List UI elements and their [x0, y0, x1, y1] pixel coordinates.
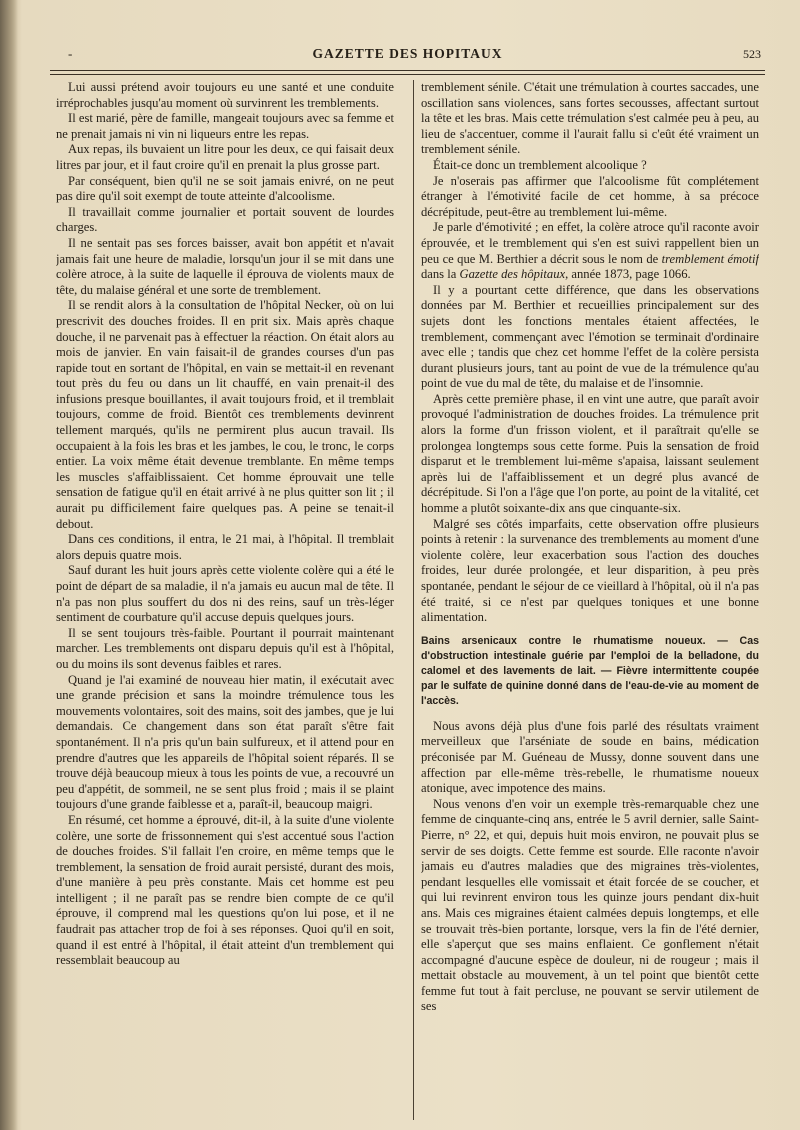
text-span: dans la	[421, 267, 460, 282]
binding-shadow	[0, 0, 18, 1130]
column-divider	[413, 80, 414, 1120]
paragraph: Il est marié, père de famille, mangeait toujours avec sa femme et ne prenait jamais ni vin ni liqueurs entre les repas.	[56, 111, 394, 141]
italic-journal: Gazette des hôpitaux	[459, 267, 566, 282]
paragraph: Sauf durant les huit jours après cette violente colère qui a été le point de départ de sa maladie, il n'a jamais eu aucun mal de tête. Il n'a pas non plus souffert du dos ni des reins, sauf un très-léger sentiment de courbature qu'il accuse depuis quelques jours.	[56, 563, 394, 625]
paragraph: Il ne sentait pas ses forces baisser, avait bon appétit et n'avait jamais fait une heure de maladie, lorsqu'un jour il se mit dans une colère atroce, à la suite de laquelle il éprouva de violents maux de tête, du malaise général et une sorte de tremblement.	[56, 235, 394, 297]
page-header	[50, 40, 765, 70]
paragraph: Lui aussi prétend avoir toujours eu une santé et une conduite irréprochables jusqu'au moment où survinrent les tremblements.	[56, 80, 394, 110]
paragraph: Dans ces conditions, il entra, le 21 mai, à l'hôpital. Il tremblait alors depuis quatre mois.	[56, 532, 394, 562]
paragraph: En résumé, cet homme a éprouvé, dit-il, à la suite d'une violente colère, une sorte de frissonnement qui s'est accentué sous l'action de douches froides. S'il fallait l'en croire, en même temps que le tremblement, la sensation de froid aurait persisté, durant des mois, d'une manière à peu près constante. Mais cet homme est peu intelligent ; il ne paraît pas se rendre bien compte de ce qu'il éprouve, il comprend mal les questions qu'on lui pose, et il ne faudrait pas attacher trop de foi à ses réponses. Quoi qu'il en soit, quand il est entré à l'hôpital, il était atteint d'un tremblement qui ressemblait beaucoup au	[56, 812, 394, 968]
header-dash: -	[68, 46, 73, 61]
paragraph: Il se rendit alors à la consultation de l'hôpital Necker, où on lui prescrivit des douches froides. Il en prit six. Mais après chaque douche, il ne parvenait pas à effectuer la réaction. On était alors au mois de janvier. En vain faisait-il de grandes courses d'un pas rapide tout en sortant de l'hôpital, en vain se mettait-il en revenant tout près du feu ou dans un lit chauffé, en vain prenait-il des infusions presque bouillantes, il avait toujours froid, et il tremblait toujours, comme de froid. Bientôt ces tremblements devinrent tellement marqués, qu'ils ne permirent plus aucun travail. Ils occupaient à la fois les bras et les jambes, le cou, le tronc, le corps entier. La voix même était devenue tremblante. En même temps les muscles s'affaiblissaient. Cet homme éprouvait une telle sensation de fatigue qu'il en était arrivé à ne plus quitter son lit ; il aurait pu difficilement faire quelques pas. A peine se tenait-il debout.	[56, 298, 394, 531]
paragraph: Quand je l'ai examiné de nouveau hier matin, il exécutait avec une grande précision et sans la moindre trémulence tous les mouvements volontaires, soit des mains, soit des jambes, que je lui demandais. Ce changement dans son état paraît s'être fait spontanément. Il n'a pris qu'un bain sulfureux, et il attend pour en prendre d'autres que les appareils de l'hôpital soient réparés. Il se trouve déjà beaucoup mieux à tous les points de vue, a recouvré un peu d'appétit, de sommeil, ne se sent plus froid ; mais il se plaint toujours d'une grande faiblesse et a, paraît-il, beaucoup maigri.	[56, 672, 394, 812]
paragraph: Était-ce donc un tremblement alcoolique ?	[433, 157, 647, 172]
right-column	[421, 80, 759, 1125]
paragraph: Nous avons déjà plus d'une fois parlé des résultats vraiment merveilleux que l'arséniate de soude en bains, médication préconisée par M. Guéneau de Mussy, donne souvent dans une affection par elle-même très-rebelle, le rhumatisme noueux atonique, avec impotence des mains.	[421, 718, 759, 796]
header-rule-bottom	[50, 74, 765, 75]
italic-term: tremblement émotif	[661, 251, 759, 266]
text-span: Je parle d'émotivité ; en effet, la colère atroce qu'il raconte avoir éprouvée, et le tremblement qui s'en est suivi rappellent bien un peu ce que M. Berthier a décrit sous le nom de	[421, 220, 759, 266]
paragraph-emotif	[421, 220, 759, 282]
paragraph-continued: tremblement sénile. C'était une trémulation à courtes saccades, une oscillation sans violences, sans fortes secousses, affectant surtout la tête et les bras. Mais cette trémulation s'est calmée peu à peu, au lieu de s'accentuer, comme il l'aurait fallu si c'eût été vraiment un tremblement sénile.	[421, 80, 759, 157]
paragraph: Il travaillait comme journalier et portait souvent de lourdes charges.	[56, 204, 394, 235]
paragraph: Après cette première phase, il en vint une autre, que paraît avoir provoqué l'administration de douches froides. La trémulence prit alors la forme d'un frisson violent, et il paraîtrait qu'elle se prolongea longtemps sous cette forme. Puis la sensation de froid disparut et le tremblement lui-même s'apaisa, laissant seulement après lui de l'affaiblissement et un degré plus avancé de décrépitude. Si l'on a l'âge que l'on porte, au point de la vitalité, cet homme a plutôt soixante-dix ans que cinquante-six.	[421, 391, 759, 516]
paragraph: Il y a pourtant cette différence, que dans les observations données par M. Berthier et recueillies principalement sur des sujets dont les fonctions mentales étaient affectées, le tremblement, commençant avec l'émotion se terminait d'ordinaire avec elle ; tandis que chez cet homme l'effet de la colère persista durant plusieurs jours, tant au point de vue de la trémulence qu'au point de vue du mal de tête, du malaise et de l'insomnie.	[421, 282, 759, 391]
paragraph: Je n'oserais pas affirmer que l'alcoolisme fût complétement étranger à l'émotivité facile de cet homme, à sa précoce décrépitude, peut-être au tremblement lui-même.	[421, 173, 759, 219]
paragraph: Nous venons d'en voir un exemple très-remarquable chez une femme de cinquante-cinq ans, entrée le 5 avril dernier, salle Saint-Pierre, n° 22, et qui, depuis huit mois environ, ne pouvait plus se servir de ses doigts. Cette femme est sourde. Elle raconte n'avoir jamais eu d'autres maladies que des migraines très-violentes, pendant lesquelles elle vomissait et était forcée de se coucher, et qui lui revinrent environ tous les quinze jours pendant dix-huit ans. Mais ces migraines étaient calmées depuis longtemps, et elle se trouvait très-bien portante, lorsque, vers la fin de l'été dernier, elle s'aperçut que ses mains enflaient. Ce gonflement n'était accompagné d'aucune espèce de douleur, ni de rougeur ; mais il mettait obstacle au mouvement, à un tel point que bientôt cette femme fut tout à fait percluse, ne pouvant se servir utilement de ses	[421, 796, 759, 1014]
page-number: 523	[743, 47, 761, 61]
paragraph: Par conséquent, bien qu'il ne se soit jamais enivré, on ne peut pas dire qu'il soit exempt de toute atteinte d'alcoolisme.	[56, 173, 394, 204]
journal-title: GAZETTE DES HOPITAUX	[312, 46, 503, 61]
left-column	[56, 80, 394, 1125]
header-rule-top	[50, 70, 765, 71]
section-heading: Bains arsenicaux contre le rhumatisme noueux. — Cas d'obstruction intestinale guérie par l'emploi de la belladone, du calomel et des lavements de lait. — Fièvre intermittente coupée par le sulfate de quinine donné dans de l'eau-de-vie au moment de l'accès.	[421, 634, 759, 707]
text-span: , année 1873, page 1066.	[565, 267, 691, 282]
paragraph: Il se sent toujours très-faible. Pourtant il pourrait maintenant marcher. Les tremblements ont disparu depuis qu'il est à l'hôpital, ou du moins ils sont devenus faibles et rares.	[56, 625, 394, 671]
paragraph: Aux repas, ils buvaient un litre pour les deux, ce qui faisait deux litres par jour, et il faut croire qu'il en prenait la plus grosse part.	[56, 142, 394, 172]
paragraph: Malgré ses côtés imparfaits, cette observation offre plusieurs points à retenir : la survenance des tremblements au moment d'une violente colère, leur exacerbation sous l'action des douches froides, leur durée prolongée, et leur disparition, à peu près spontanée, pendant le séjour de ce vieillard à l'hôpital, où il n'a pas été traité, si ce n'est par quelques toniques et une bonne alimentation.	[421, 516, 759, 625]
